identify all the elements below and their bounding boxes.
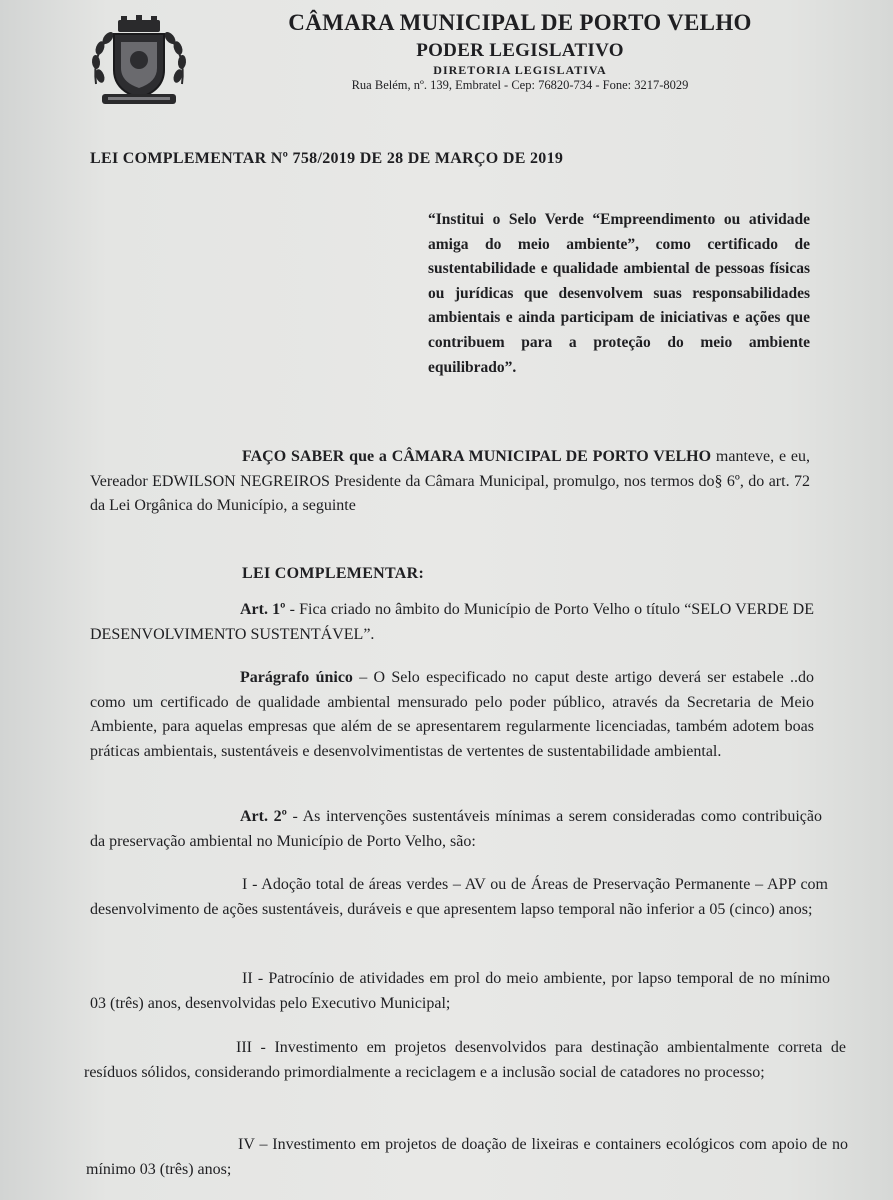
item-iv: [86, 1133, 848, 1182]
article-1: [90, 598, 814, 647]
department-name: DIRETORIA LEGISLATIVA: [433, 63, 607, 77]
paragraph-text: – O Selo especificado no caput deste artigo deverá ser estabele ..do como um certificado de qualidade ambiental mensurado pelo poder público, através da Secretaria de Meio Ambiente, para aquelas empresas que além de se apresentarem regularmente licenciadas, também adotem boas práticas ambientais, sustentáveis e desenvolvimentistas de vertentes de sustentabilidade ambiental.: [90, 669, 814, 761]
item-ii: [90, 967, 830, 1016]
item-iii-text: III - Investimento em projetos desenvolvidos para destinação ambientalmente correta de resíduos sólidos, considerando primordialmente a reciclagem e a inclusão social de catadores no processo;: [84, 1039, 846, 1081]
article-2-label: Art. 2º: [240, 808, 287, 825]
law-title: LEI COMPLEMENTAR Nº 758/2019 DE 28 DE MARÇO DE 2019: [90, 150, 564, 167]
address-line: Rua Belém, nº. 139, Embratel - Cep: 76820-734 - Fone: 3217-8029: [351, 78, 689, 92]
municipal-coat-of-arms-icon: [88, 14, 190, 108]
institution-name: CÂMARA MUNICIPAL DE PORTO VELHO: [288, 10, 752, 35]
preamble: [90, 445, 810, 519]
item-i-text: I - Adoção total de áreas verdes – AV ou de Áreas de Preservação Permanente – APP com desenvolvimento de ações sustentáveis, duráveis e que apresentem lapso temporal não inferior a 05 (cinco) anos;: [90, 876, 828, 918]
article-1-label: Art. 1º: [240, 601, 286, 618]
item-i: [90, 873, 828, 922]
item-ii-text: II - Patrocínio de atividades em prol do meio ambiente, por lapso temporal de no mínimo 03 (três) anos, desenvolvidas pelo Executivo Municipal;: [90, 970, 830, 1012]
preamble-text: manteve, e eu, Vereador EDWILSON NEGREIROS Presidente da Câmara Municipal, promulgo, nos termos do§ 6º, do art. 72 da Lei Orgânica do Município, a seguinte: [90, 448, 811, 515]
article-2-text: - As intervenções sustentáveis mínimas a serem consideradas como contribuição da preservação ambiental no Município de Porto Velho, são:: [90, 808, 823, 850]
preamble-lead: FAÇO SABER que a CÂMARA MUNICIPAL DE PORTO VELHO: [242, 448, 712, 465]
article-2: [90, 805, 822, 854]
paragraph-unico: [90, 666, 814, 765]
paragraph-label: Parágrafo único: [240, 669, 353, 686]
article-1-text: - Fica criado no âmbito do Município de Porto Velho o título “SELO VERDE DE DESENVOLVIMENTO SUSTENTÁVEL”.: [90, 601, 815, 643]
item-iv-text: IV – Investimento em projetos de doação de lixeiras e containers ecológicos com apoio de no mínimo 03 (três) anos;: [86, 1136, 848, 1178]
branch-name: PODER LEGISLATIVO: [416, 40, 624, 61]
law-ementa: “Institui o Selo Verde “Empreendimento ou atividade amiga do meio ambiente”, como certificado de sustentabilidade e qualidade ambiental de pessoas físicas ou jurídicas que desenvolvem suas responsabilidades ambientais e ainda participam de iniciativas e ações que contribuem para a proteção do meio ambiente equilibrado”.: [428, 211, 810, 376]
item-iii: [84, 1036, 846, 1085]
section-heading: LEI COMPLEMENTAR:: [242, 565, 425, 582]
